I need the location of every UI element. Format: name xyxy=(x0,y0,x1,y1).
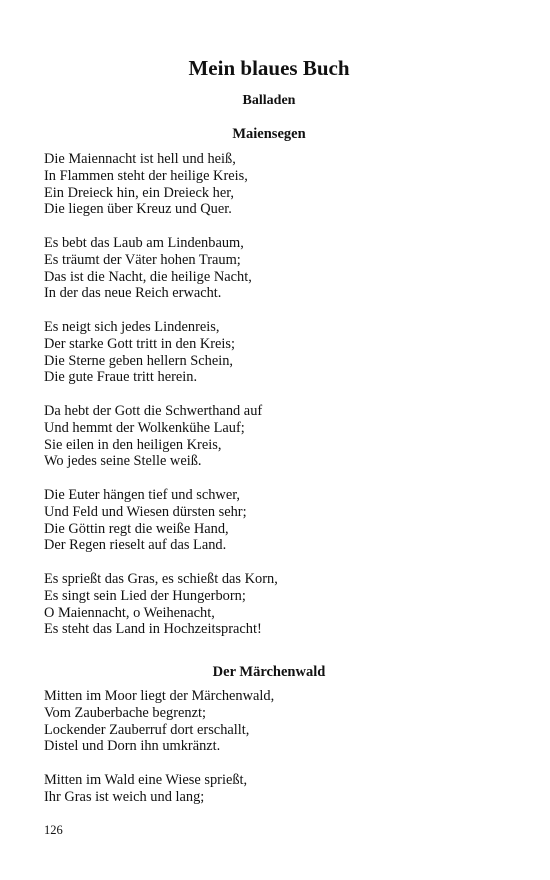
poem-line: Mitten im Moor liegt der Märchenwald, xyxy=(44,688,275,704)
poem-line: Der starke Gott tritt in den Kreis; xyxy=(44,335,236,352)
stanza xyxy=(44,688,514,755)
poem-line: Wo jedes seine Stelle weiß. xyxy=(44,453,202,470)
poem-line: Vom Zauberbache begrenzt; xyxy=(44,704,206,721)
poem-line: In der das neue Reich erwacht. xyxy=(44,285,222,302)
poem-line: Und hemmt der Wolkenkühe Lauf; xyxy=(44,419,245,436)
poem-line: Es steht das Land in Hochzeitspracht! xyxy=(44,621,262,638)
poem-title-maiensegen: Maiensegen xyxy=(232,126,306,142)
section-title: Balladen xyxy=(242,93,296,108)
poem-line: In Flammen steht der heilige Kreis, xyxy=(44,167,248,184)
stanza xyxy=(44,151,514,218)
poem-line: O Maiennacht, o Weihenacht, xyxy=(44,604,215,621)
poem-line: Lockender Zauberruf dort erschallt, xyxy=(44,721,250,738)
stanza xyxy=(44,319,514,386)
stanza xyxy=(44,487,514,554)
poem-line: Es neigt sich jedes Lindenreis, xyxy=(44,318,220,335)
page-number: 126 xyxy=(44,823,63,837)
poem-line: Der Regen rieselt auf das Land. xyxy=(44,537,227,554)
poem-line: Mitten im Wald eine Wiese sprießt, xyxy=(44,771,248,788)
poem-line: Die Maiennacht ist hell und heiß, xyxy=(44,151,236,167)
poem-line: Und Feld und Wiesen dürsten sehr; xyxy=(44,503,247,520)
book-title: Mein blaues Buch xyxy=(188,56,350,80)
poem-maerchenwald xyxy=(44,688,514,822)
poem-line: Die Euter hängen tief und schwer, xyxy=(44,486,241,503)
poem-line: Es sprießt das Gras, es schießt das Korn, xyxy=(44,570,278,587)
poem-line: Da hebt der Gott die Schwerthand auf xyxy=(44,402,263,419)
poem-title-maerchenwald: Der Märchenwald xyxy=(212,664,326,680)
poem-line: Es singt sein Lied der Hungerborn; xyxy=(44,587,246,604)
poem-line: Die Sterne geben hellern Schein, xyxy=(44,352,234,369)
poem-maiensegen xyxy=(44,151,514,655)
stanza xyxy=(44,571,514,638)
poem-line: Sie eilen in den heiligen Kreis, xyxy=(44,436,222,453)
poem-line: Ihr Gras ist weich und lang; xyxy=(44,788,205,805)
stanza xyxy=(44,403,514,470)
poem-line: Es bebt das Laub am Lindenbaum, xyxy=(44,234,244,251)
poem-line: Die liegen über Kreuz und Quer. xyxy=(44,201,232,218)
poem-line: Die Göttin regt die weiße Hand, xyxy=(44,520,229,537)
stanza xyxy=(44,235,514,302)
stanza xyxy=(44,772,514,806)
poem-line: Distel und Dorn ihn umkränzt. xyxy=(44,738,221,755)
poem-line: Das ist die Nacht, die heilige Nacht, xyxy=(44,268,252,285)
poem-line: Ein Dreieck hin, ein Dreieck her, xyxy=(44,184,235,201)
poem-line: Die gute Fraue tritt herein. xyxy=(44,369,198,386)
poem-line: Es träumt der Väter hohen Traum; xyxy=(44,251,241,268)
